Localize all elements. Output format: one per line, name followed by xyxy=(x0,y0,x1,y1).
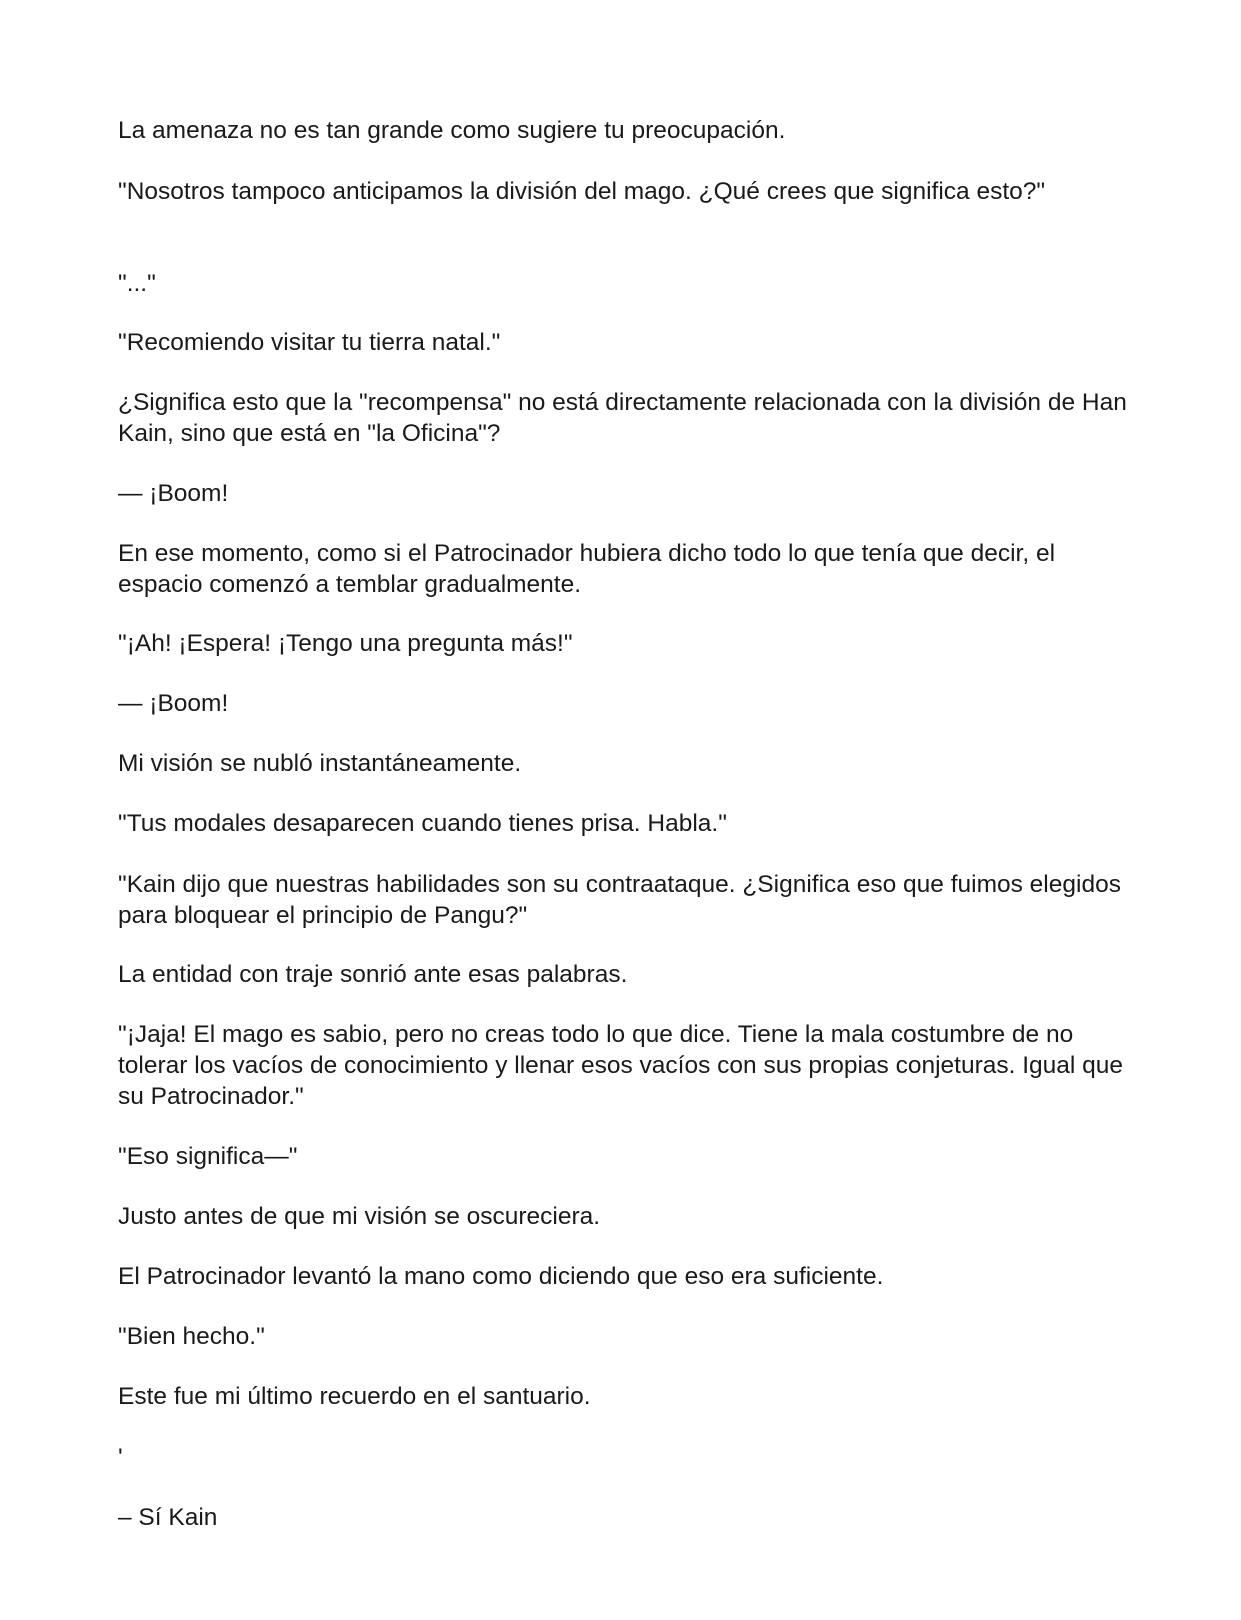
paragraph-19: Este fue mi último recuerdo en el santuario. xyxy=(118,1383,591,1410)
paragraph-2: "Nosotros tampoco anticipamos la división del mago. ¿Qué crees que significa esto?" xyxy=(118,178,1046,205)
paragraph-8: "¡Ah! ¡Espera! ¡Tengo una pregunta más!" xyxy=(118,630,573,657)
paragraph-5: ¿Significa esto que la "recompensa" no está directamente relacionada con la división de Han Kain, sino que está en "la Oficina"? xyxy=(118,389,1127,447)
paragraph-13: La entidad con traje sonrió ante esas palabras. xyxy=(118,961,628,988)
paragraph-10: Mi visión se nubló instantáneamente. xyxy=(118,750,522,777)
paragraph-11: "Tus modales desaparecen cuando tienes prisa. Habla." xyxy=(118,810,727,837)
paragraph-12: "Kain dijo que nuestras habilidades son su contraataque. ¿Significa eso que fuimos elegidos para bloquear el principio de Pangu?" xyxy=(118,871,1121,929)
paragraph-9: — ¡Boom! xyxy=(118,690,229,717)
paragraph-16: Justo antes de que mi visión se oscureciera. xyxy=(118,1203,601,1230)
paragraph-14: "¡Jaja! El mago es sabio, pero no creas todo lo que dice. Tiene la mala costumbre de no tolerar los vacíos de conocimiento y llenar esos vacíos con sus propias conjeturas. Igual que su Patrocinador." xyxy=(118,1021,1124,1110)
paragraph-15: "Eso significa—" xyxy=(118,1143,298,1170)
paragraph-3: "..." xyxy=(118,270,156,297)
paragraph-4: "Recomiendo visitar tu tierra natal." xyxy=(118,329,501,356)
paragraph-21: – Sí Kain xyxy=(118,1504,218,1531)
paragraph-7: En ese momento, como si el Patrocinador hubiera dicho todo lo que tenía que decir, el espacio comenzó a temblar gradualmente. xyxy=(118,540,1056,598)
paragraph-20: ' xyxy=(118,1444,123,1471)
paragraph-6: — ¡Boom! xyxy=(118,480,229,507)
paragraph-18: "Bien hecho." xyxy=(118,1323,265,1350)
paragraph-17: El Patrocinador levantó la mano como diciendo que eso era suficiente. xyxy=(118,1263,884,1290)
paragraph-1: La amenaza no es tan grande como sugiere tu preocupación. xyxy=(118,117,786,144)
